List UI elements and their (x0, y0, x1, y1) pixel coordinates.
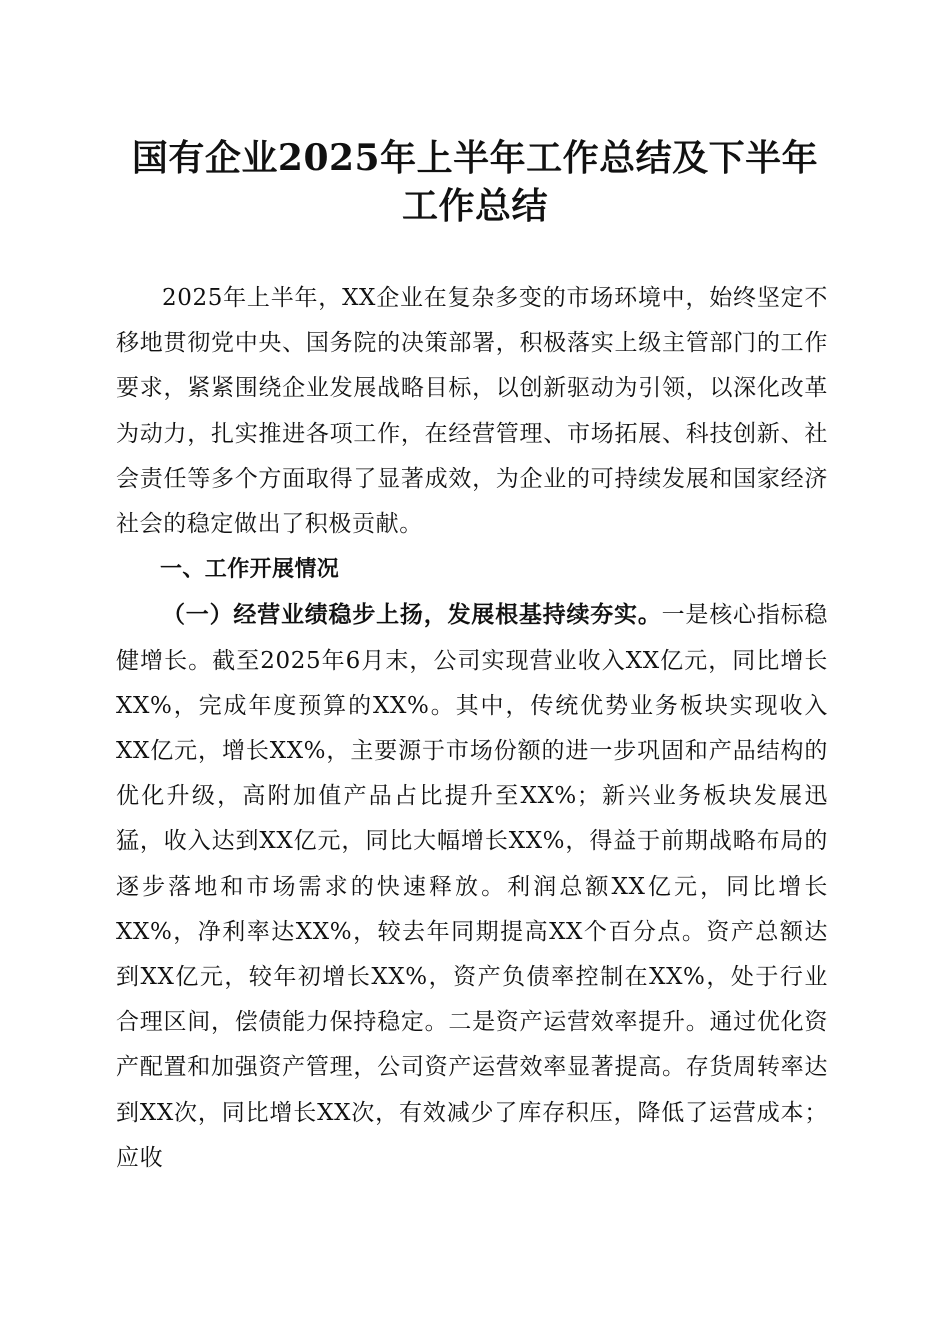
document-body (116, 276, 828, 1181)
subsection-paragraph (116, 592, 828, 1181)
section-heading: 一、工作开展情况 (160, 557, 340, 583)
intro-paragraph: 2025年上半年，XX企业在复杂多变的市场环境中，始终坚定不移地贯彻党中央、国务院的决策部署，积极落实上级主管部门的工作要求，紧紧围绕企业发展战略目标，以创新驱动为引领，以深化改革为动力，扎实推进各项工作，在经营管理、市场拓展、科技创新、社会责任等多个方面取得了显著成效，为企业的可持续发展和国家经济社会的稳定做出了积极贡献。 (116, 285, 828, 538)
subsection-body: 一是核心指标稳健增长。截至2025年6月末，公司实现营业收入XX亿元，同比增长XX%，完成年度预算的XX%。其中，传统优势业务板块实现收入XX亿元，增长XX%，主要源于市场份额的进一步巩固和产品结构的优化升级，高附加值产品占比提升至XX%；新兴业务板块发展迅猛，收入达到XX亿元，同比大幅增长XX%，得益于前期战略布局的逐步落地和市场需求的快速释放。利润总额XX亿元，同比增长XX%，净利率达XX%，较去年同期提高XX个百分点。资产总额达到XX亿元，较年初增长XX%，资产负债率控制在XX%，处于行业合理区间，偿债能力保持稳定。二是资产运营效率提升。通过优化资产配置和加强资产管理，公司资产运营效率显著提高。存货周转率达到XX次，同比增长XX次，有效减少了库存积压，降低了运营成本；应收 (116, 602, 828, 1171)
document-title: 国有企业2025年上半年工作总结及下半年工作总结 (131, 137, 819, 227)
subsection-heading: （一）经营业绩稳步上扬，发展根基持续夯实。 (162, 601, 662, 629)
